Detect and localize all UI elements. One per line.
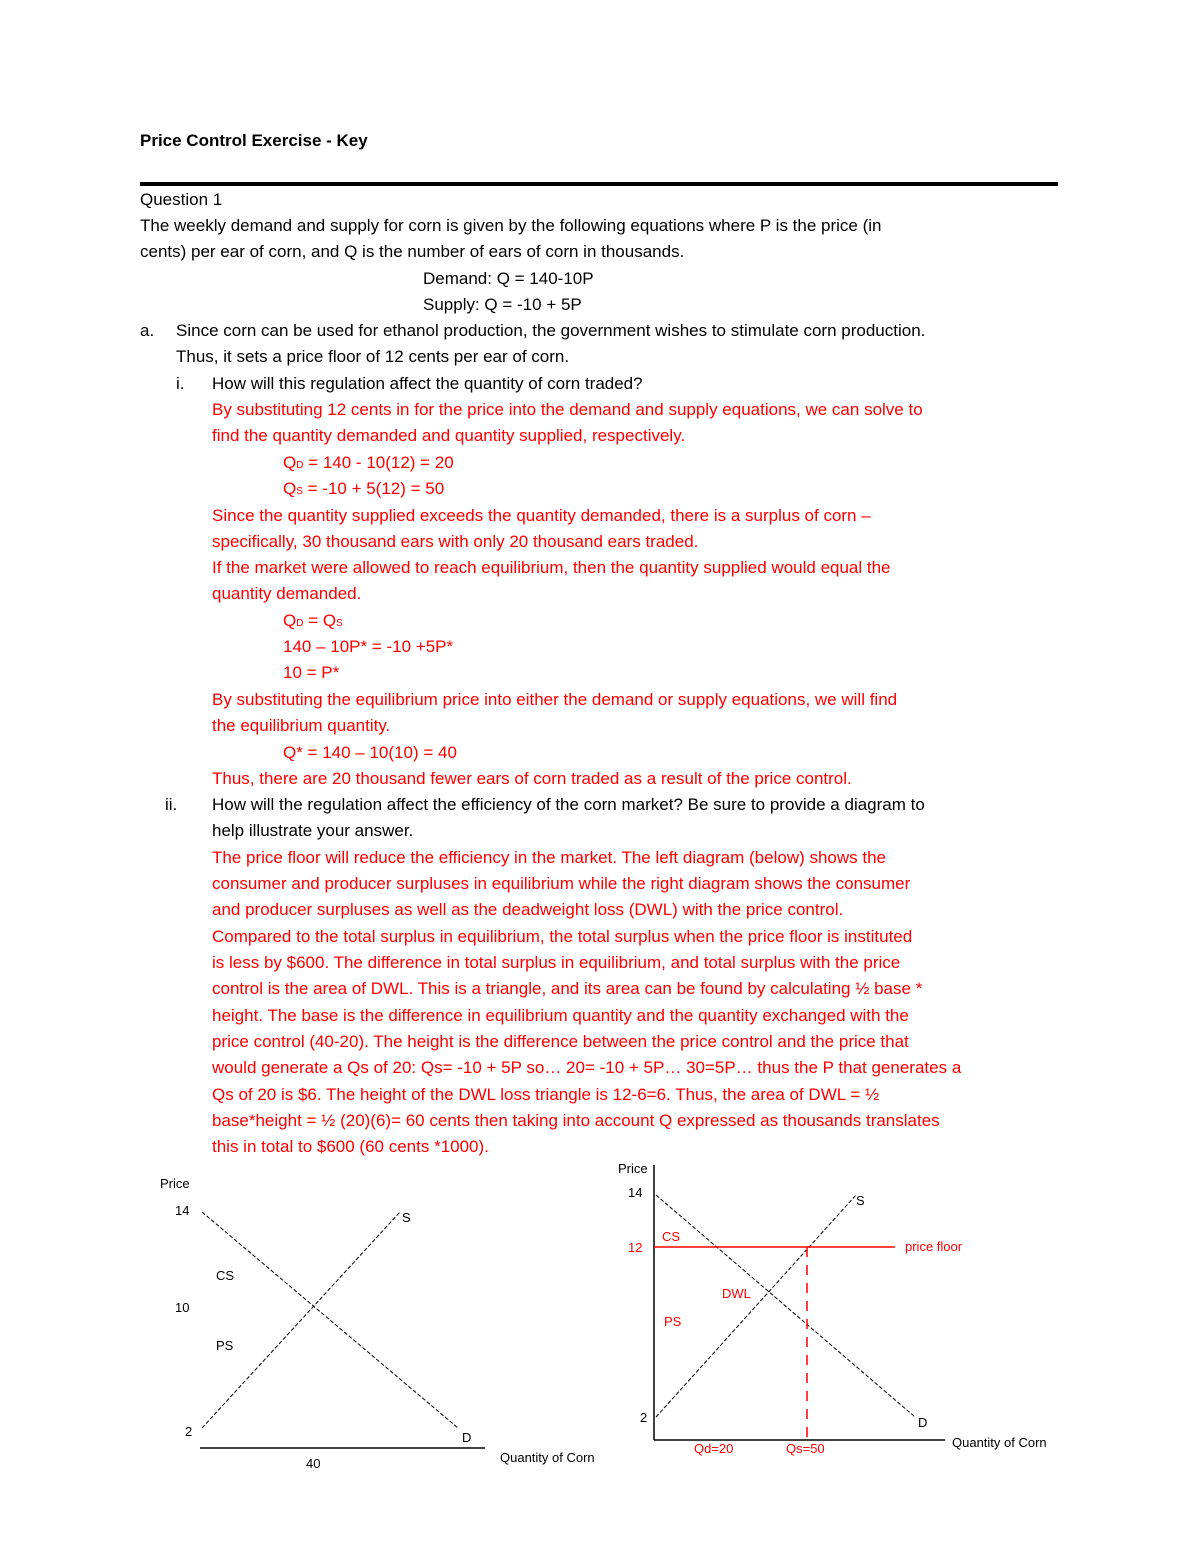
demand-label: D xyxy=(462,1430,472,1445)
demand-equation: Demand: Q = 140-10P xyxy=(423,269,594,288)
x-tick-label: 40 xyxy=(306,1456,321,1471)
x-tick-label: Qs=50 xyxy=(786,1441,825,1456)
x-axis-label: Quantity of Corn xyxy=(500,1450,595,1465)
price-floor-chart xyxy=(600,1155,1070,1475)
title-rule xyxy=(140,182,1058,186)
cs-label: CS xyxy=(216,1268,235,1283)
cs-label: CS xyxy=(662,1229,681,1244)
y-tick-label: 10 xyxy=(175,1300,190,1315)
part-a-line: Since corn can be used for ethanol production, the government wishes to stimulate corn production. xyxy=(176,321,926,340)
y-tick-label: 2 xyxy=(640,1410,648,1425)
supply-line xyxy=(656,1195,856,1417)
answer-line: price control (40-20). The height is the difference between the price control and the price that xyxy=(212,1032,909,1051)
ps-label: PS xyxy=(216,1338,234,1353)
x-axis-label: Quantity of Corn xyxy=(952,1435,1047,1450)
answer-line: is less by $600. The difference in total surplus in equilibrium, and total surplus with the price xyxy=(212,953,901,972)
part-i-marker: i. xyxy=(176,374,185,393)
answer-line: the equilibrium quantity. xyxy=(212,716,391,735)
answer-line: would generate a Qs of 20: Qs= -10 + 5P so… 20= -10 + 5P… 30=5P… thus the P that generates a xyxy=(212,1058,962,1077)
demand-line xyxy=(202,1212,458,1428)
demand-label: D xyxy=(918,1415,928,1430)
intro-line: The weekly demand and supply for corn is given by the following equations where P is the price (in xyxy=(140,216,882,235)
part-i-question: How will this regulation affect the quantity of corn traded? xyxy=(212,374,643,393)
answer-line: If the market were allowed to reach equilibrium, then the quantity supplied would equal the xyxy=(212,558,891,577)
supply-label: S xyxy=(402,1210,411,1225)
answer-line: base*height = ½ (20)(6)= 60 cents then taking into account Q expressed as thousands translates xyxy=(212,1111,940,1130)
qd-equation: QD = 140 - 10(12) = 20 xyxy=(283,453,454,472)
supply-label: S xyxy=(856,1193,865,1208)
document-title: Price Control Exercise - Key xyxy=(140,131,368,150)
answer-line: quantity demanded. xyxy=(212,584,362,603)
x-tick-label: Qd=20 xyxy=(694,1441,734,1456)
solve-equation: 10 = P* xyxy=(283,663,340,682)
answer-line: consumer and producer surpluses in equilibrium while the right diagram shows the consumer xyxy=(212,874,911,893)
answer-line: find the quantity demanded and quantity supplied, respectively. xyxy=(212,426,686,445)
answer-line: By substituting the equilibrium price into either the demand or supply equations, we will find xyxy=(212,690,898,709)
answer-line: specifically, 30 thousand ears with only 20 thousand ears traded. xyxy=(212,532,699,551)
ps-label: PS xyxy=(664,1314,682,1329)
answer-line: this in total to $600 (60 cents *1000). xyxy=(212,1137,489,1156)
intro-line: cents) per ear of corn, and Q is the number of ears of corn in thousands. xyxy=(140,242,685,261)
supply-equation: Supply: Q = -10 + 5P xyxy=(423,295,582,314)
part-ii-marker: ii. xyxy=(165,795,178,814)
part-ii-question: How will the regulation affect the efficiency of the corn market? Be sure to provide a diagram to xyxy=(212,795,925,814)
y-axis-label: Price xyxy=(160,1176,190,1191)
answer-line: By substituting 12 cents in for the price into the demand and supply equations, we can solve to xyxy=(212,400,923,419)
part-ii-question: help illustrate your answer. xyxy=(212,821,414,840)
y-axis-label: Price xyxy=(618,1161,648,1176)
y-tick-label: 12 xyxy=(628,1240,643,1255)
demand-line xyxy=(656,1195,915,1417)
solve-equation: 140 – 10P* = -10 +5P* xyxy=(283,637,454,656)
answer-line: Compared to the total surplus in equilibrium, the total surplus when the price floor is instituted xyxy=(212,927,913,946)
equilibrium-condition: QD = QS xyxy=(283,611,343,630)
answer-line: Thus, there are 20 thousand fewer ears of corn traded as a result of the price control. xyxy=(212,769,852,788)
part-a-line: Thus, it sets a price floor of 12 cents per ear of corn. xyxy=(176,347,570,366)
supply-line xyxy=(202,1212,400,1428)
answer-line: Qs of 20 is $6. The height of the DWL loss triangle is 12-6=6. Thus, the area of DWL = ½ xyxy=(212,1085,880,1104)
qstar-equation: Q* = 140 – 10(10) = 40 xyxy=(283,743,457,762)
equilibrium-chart xyxy=(150,1160,620,1480)
y-tick-label: 14 xyxy=(175,1203,190,1218)
y-tick-label: 14 xyxy=(628,1185,643,1200)
answer-line: The price floor will reduce the efficiency in the market. The left diagram (below) shows the xyxy=(212,848,887,867)
answer-line: and producer surpluses as well as the deadweight loss (DWL) with the price control. xyxy=(212,900,844,919)
qs-equation: QS = -10 + 5(12) = 50 xyxy=(283,479,445,498)
part-a-marker: a. xyxy=(140,321,155,340)
answer-line: height. The base is the difference in equilibrium quantity and the quantity exchanged with the xyxy=(212,1006,909,1025)
price-floor-label: price floor xyxy=(905,1239,963,1254)
answer-line: control is the area of DWL. This is a triangle, and its area can be found by calculating ½ base * xyxy=(212,979,923,998)
question-label: Question 1 xyxy=(140,190,223,209)
y-tick-label: 2 xyxy=(185,1424,193,1439)
dwl-label: DWL xyxy=(722,1286,751,1301)
answer-line: Since the quantity supplied exceeds the quantity demanded, there is a surplus of corn – xyxy=(212,506,871,525)
